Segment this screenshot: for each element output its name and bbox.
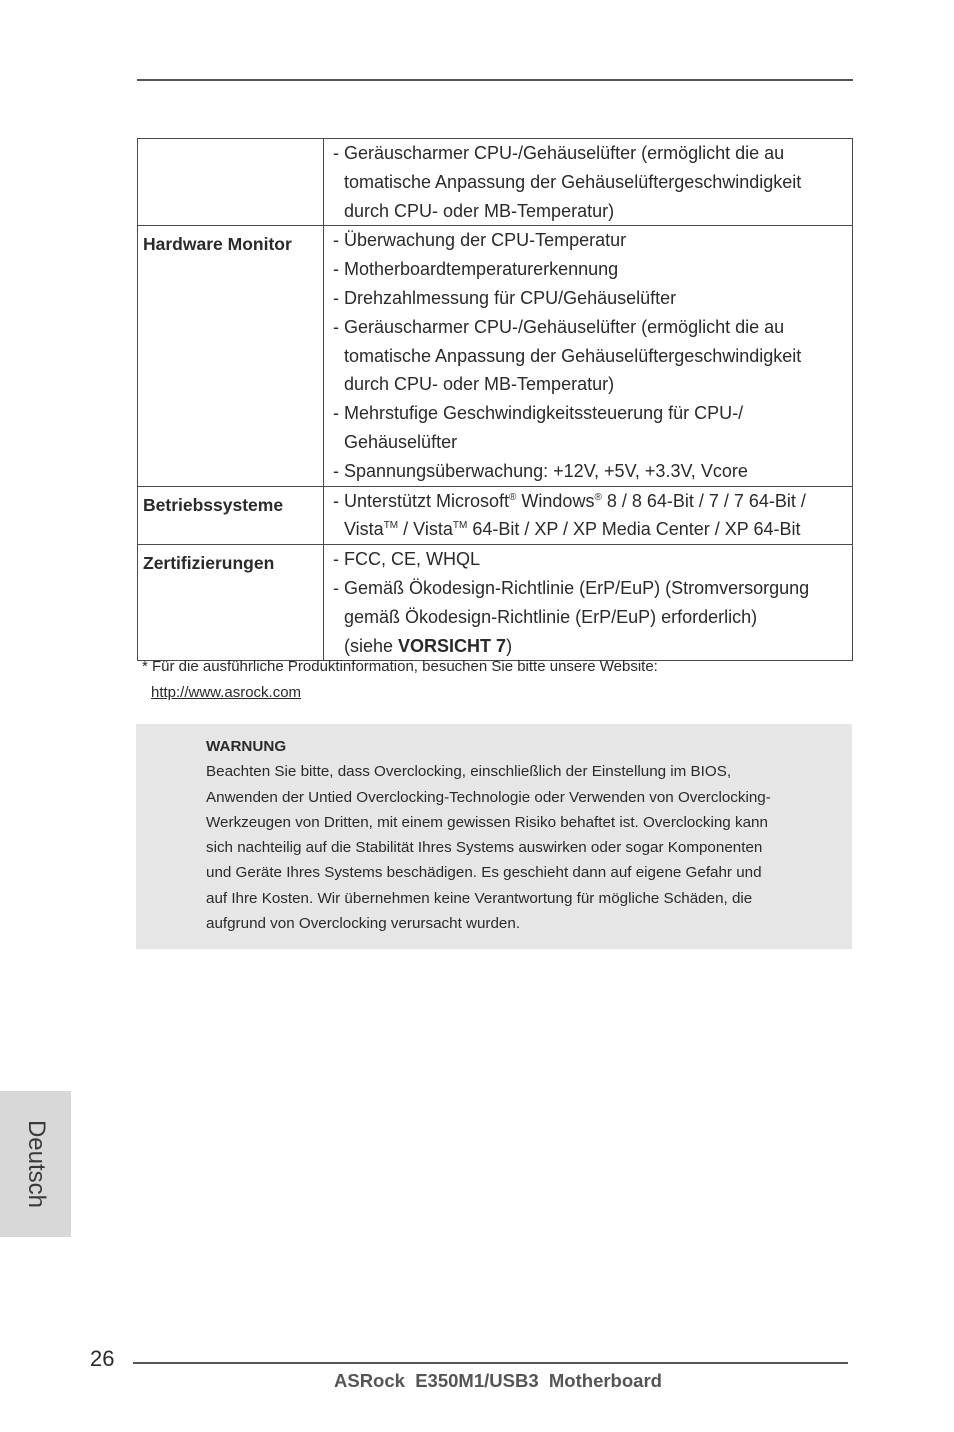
spec-line: Gehäuselüfter <box>344 431 458 452</box>
warning-title: WARNUNG <box>206 738 287 755</box>
os-text: 64-Bit / XP / XP Media Center / XP 64-Bit <box>467 519 801 540</box>
language-label: Deutsch <box>22 1119 50 1209</box>
os-text: / Vista <box>398 519 453 540</box>
spec-label: Zertifizierungen <box>138 545 324 661</box>
caution-ref-text: ) <box>506 635 513 656</box>
spec-line: tomatische Anpassung der Gehäuselüftergeschwindigkeit <box>344 345 802 366</box>
spec-value <box>324 545 853 661</box>
caution-ref-text: (siehe <box>344 635 399 656</box>
footnote <box>142 654 658 706</box>
registered-mark: ® <box>509 491 517 503</box>
os-text: 8 / 8 64-Bit / 7 / 7 64-Bit / <box>601 490 806 511</box>
warning-line: auf Ihre Kosten. Wir übernehmen keine Verantwortung für mögliche Schäden, die <box>206 889 753 907</box>
spec-line: - Mehrstufige Geschwindigkeitssteuerung für CPU-/ <box>333 403 744 424</box>
page-number: 26 <box>90 1346 115 1371</box>
spec-line: durch CPU- oder MB-Temperatur) <box>344 374 615 395</box>
os-text: - Unterstützt Microsoft <box>333 490 510 511</box>
registered-mark: ® <box>594 491 602 503</box>
website-link[interactable]: http://www.asrock.com <box>151 684 302 701</box>
trademark-mark: TM <box>383 520 399 532</box>
top-rule <box>137 79 853 81</box>
spec-line: - Gemäß Ökodesign-Richtlinie (ErP/EuP) (Stromversorgung <box>333 577 810 598</box>
trademark-mark: TM <box>452 520 468 532</box>
warning-box <box>136 724 852 949</box>
warning-line: Werkzeugen von Dritten, mit einem gewissen Risiko behaftet ist. Overclocking kann <box>206 813 768 831</box>
spec-line: - Überwachung der CPU-Temperatur <box>333 230 627 251</box>
spec-line: - Geräuscharmer CPU-/Gehäuselüfter (ermöglicht die au <box>333 316 785 337</box>
os-text: Windows <box>516 490 595 511</box>
spec-row-hardware-monitor <box>138 226 853 486</box>
spec-label <box>138 139 324 226</box>
spec-table <box>137 138 853 661</box>
language-side-tab <box>0 1091 71 1237</box>
spec-row-certifications <box>138 545 853 661</box>
spec-value <box>324 139 853 226</box>
spec-row-operating-systems <box>138 486 853 545</box>
spec-line: gemäß Ökodesign-Richtlinie (ErP/EuP) erforderlich) <box>344 606 758 627</box>
bottom-rule <box>133 1362 848 1364</box>
warning-line: Anwenden der Untied Overclocking-Technologie oder Verwenden von Overclocking- <box>206 788 771 806</box>
spec-line: - FCC, CE, WHQL <box>333 549 480 570</box>
warning-content <box>206 734 841 936</box>
spec-line: - Motherboardtemperaturerkennung <box>333 259 619 280</box>
spec-line: tomatische Anpassung der Gehäuselüftergeschwindigkeit <box>344 171 802 192</box>
spec-line <box>333 487 848 516</box>
warning-line: Beachten Sie bitte, dass Overclocking, einschließlich der Einstellung im BIOS, <box>206 763 732 781</box>
spec-row-fan-continued <box>138 139 853 226</box>
spec-value <box>324 226 853 486</box>
warning-line: sich nachteilig auf die Stabilität Ihres Systems auswirken oder sogar Komponenten <box>206 839 763 857</box>
spec-line: - Spannungsüberwachung: +12V, +5V, +3.3V, Vcore <box>333 460 748 481</box>
os-text: Vista <box>344 519 384 540</box>
spec-line <box>333 515 848 544</box>
caution-ref-bold: VORSICHT 7 <box>398 635 507 656</box>
footer-title: ASRock E350M1/USB3 Motherboard <box>334 1370 662 1391</box>
spec-line: - Geräuscharmer CPU-/Gehäuselüfter (ermöglicht die au <box>333 143 785 163</box>
spec-label: Betriebssysteme <box>138 486 324 545</box>
spec-label: Hardware Monitor <box>138 226 324 486</box>
spec-line: durch CPU- oder MB-Temperatur) <box>344 200 615 221</box>
warning-line: und Geräte Ihres Systems beschädigen. Es geschieht dann auf eigene Gefahr und <box>206 864 762 882</box>
spec-line: - Drehzahlmessung für CPU/Gehäuselüfter <box>333 287 677 308</box>
spec-value <box>324 486 853 545</box>
footnote-text: * Für die ausführliche Produktinformation, besuchen Sie bitte unsere Website: <box>142 658 658 675</box>
warning-line: aufgrund von Overclocking verursacht wurden. <box>206 915 521 933</box>
